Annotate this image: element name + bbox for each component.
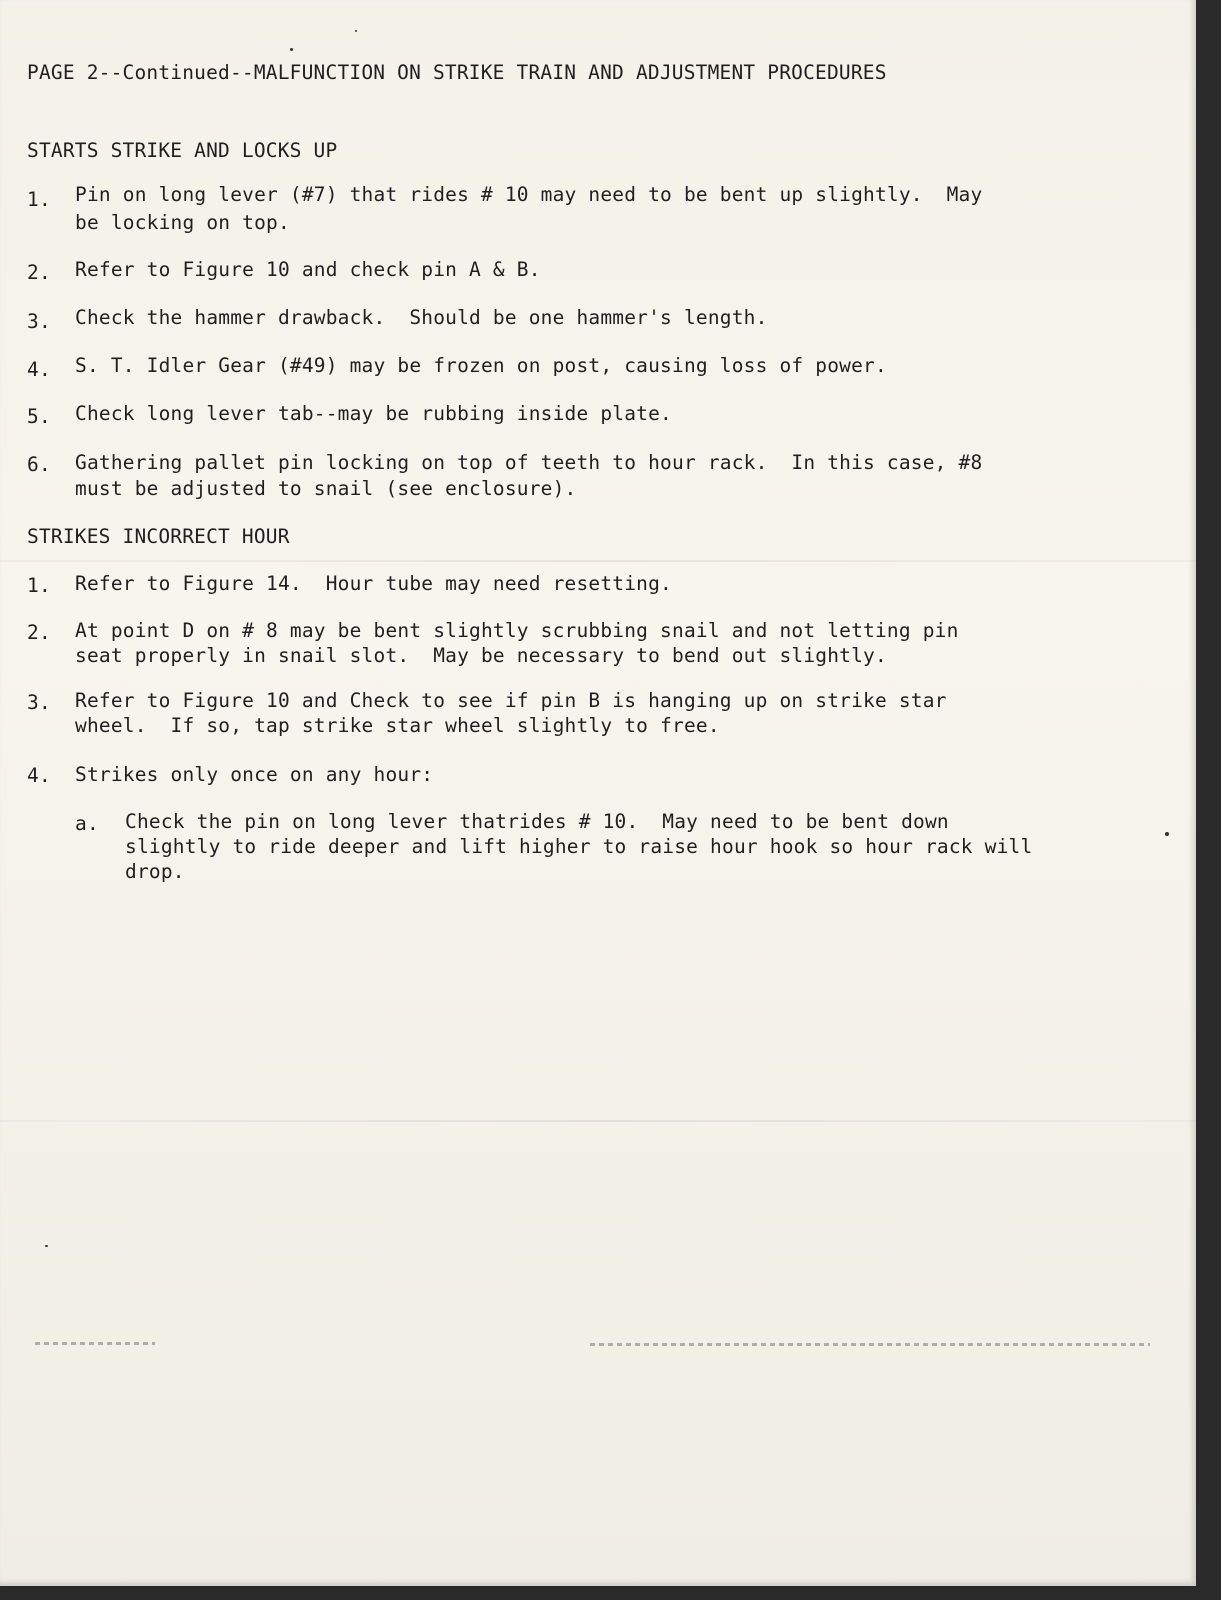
item-number: 1. [27, 574, 51, 597]
item-line: Refer to Figure 10 and Check to see if pin B is hanging up on strike star [75, 689, 947, 712]
section-title: STARTS STRIKE AND LOCKS UP [27, 139, 338, 162]
subitem-line: Check the pin on long lever thatrides # 10. May need to be bent down [125, 810, 949, 833]
item-number: 1. [27, 188, 51, 211]
item-line: At point D on # 8 may be bent slightly scrubbing snail and not letting pin [75, 619, 959, 642]
item-number: 3. [27, 310, 51, 333]
scan-noise [35, 1342, 155, 1345]
ink-speck [1165, 832, 1169, 836]
ink-speck [45, 1245, 48, 1247]
item-number: 2. [27, 621, 51, 644]
paper-fold [0, 1120, 1196, 1122]
scan-noise [590, 1343, 1150, 1346]
item-number: 3. [27, 691, 51, 714]
item-line: be locking on top. [75, 211, 290, 234]
item-line: seat properly in snail slot. May be necessary to bend out slightly. [75, 644, 887, 667]
subitem-letter: a. [75, 812, 99, 835]
item-line: must be adjusted to snail (see enclosure). [75, 477, 577, 500]
item-line: Refer to Figure 14. Hour tube may need resetting. [75, 572, 672, 595]
item-line: Check long lever tab--may be rubbing inside plate. [75, 402, 672, 425]
item-line: Refer to Figure 10 and check pin A & B. [75, 258, 541, 281]
page-header: PAGE 2--Continued--MALFUNCTION ON STRIKE TRAIN AND ADJUSTMENT PROCEDURES [27, 61, 887, 84]
section-title: STRIKES INCORRECT HOUR [27, 525, 290, 548]
item-number: 5. [27, 405, 51, 428]
item-number: 4. [27, 358, 51, 381]
item-line: S. T. Idler Gear (#49) may be frozen on post, causing loss of power. [75, 354, 887, 377]
paper-fold [0, 560, 1196, 562]
ink-speck [290, 48, 293, 51]
item-line: Gathering pallet pin locking on top of teeth to hour rack. In this case, #8 [75, 451, 983, 474]
item-number: 2. [27, 261, 51, 284]
item-line: Check the hammer drawback. Should be one hammer's length. [75, 306, 768, 329]
item-line: Strikes only once on any hour: [75, 763, 434, 786]
item-number: 6. [27, 453, 51, 476]
item-line: wheel. If so, tap strike star wheel slightly to free. [75, 714, 720, 737]
subitem-line: slightly to ride deeper and lift higher to raise hour hook so hour rack will [125, 835, 1033, 858]
item-number: 4. [27, 764, 51, 787]
ink-speck [355, 30, 357, 32]
item-line: Pin on long lever (#7) that rides # 10 may need to be bent up slightly. May [75, 183, 983, 206]
subitem-line: drop. [125, 860, 185, 883]
